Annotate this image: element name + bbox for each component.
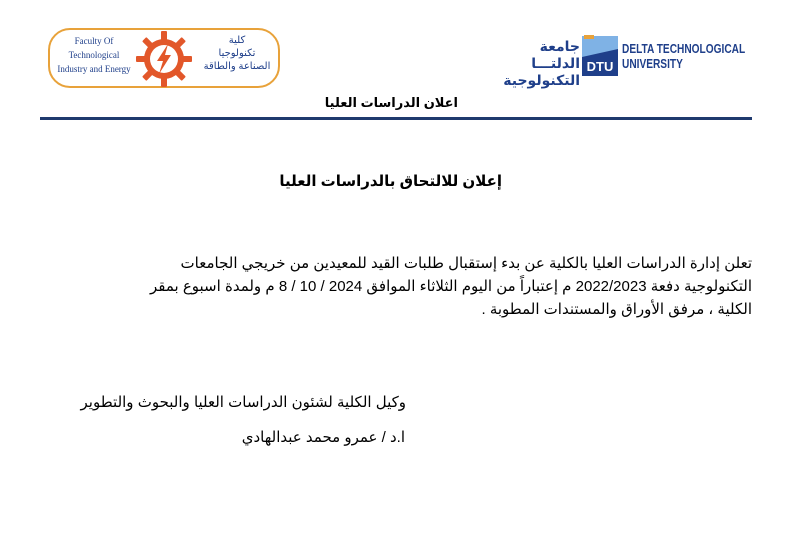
- header-divider: [40, 117, 752, 120]
- dtu-emblem-icon: [580, 33, 620, 79]
- body-line: التكنولوجية دفعة 2022/2023 م إعتباراً من اليوم الثلاثاء الموافق 2024 / 10 / 8 م ولمدة اسبوع بمقر: [149, 278, 752, 295]
- university-logo-en-line: DELTA TECHNOLOGICAL: [622, 41, 746, 56]
- faculty-logo-ar-line: كلية: [228, 35, 246, 46]
- department-title: اعلان الدراسات العليا: [324, 95, 458, 110]
- university-logo-arabic-text: [494, 38, 580, 89]
- university-logo-en-line: UNIVERSITY: [622, 56, 683, 71]
- signature-role: وكيل الكلية لشئون الدراسات العليا والبحوث والتطوير: [80, 394, 406, 411]
- announcement-title: إعلان للالتحاق بالدراسات العليا: [279, 173, 502, 190]
- faculty-logo-en-line: Industry and Energy: [57, 64, 131, 74]
- body-line: الكلية ، مرفق الأوراق والمستندات المطوبة .: [481, 301, 752, 318]
- university-logo-english-text: [622, 41, 745, 71]
- body-line: تعلن إدارة الدراسات العليا بالكلية عن بدء إستقبال طلبات القيد للمعيدين من خريجي الجامعات: [180, 255, 752, 272]
- university-logo-ar-line: جامعة الدلتـــا: [531, 38, 580, 71]
- university-logo-ar-line: التكنولوجية: [503, 72, 580, 88]
- faculty-logo-ar-line: الصناعة والطاقة: [203, 61, 271, 72]
- faculty-logo-arabic-text: [200, 34, 274, 73]
- gear-lightning-icon: [132, 27, 196, 91]
- faculty-logo-en-line: Faculty Of: [74, 36, 114, 46]
- faculty-logo-en-line: Technological: [68, 50, 120, 60]
- signature-name: ا.د / عمرو محمد عبدالهادي: [241, 429, 405, 446]
- faculty-logo-ar-line: تكنولوجيا: [218, 48, 256, 59]
- announcement-body: [42, 252, 752, 321]
- dtu-mark: DTU: [586, 59, 614, 74]
- faculty-logo-english-text: [56, 34, 132, 76]
